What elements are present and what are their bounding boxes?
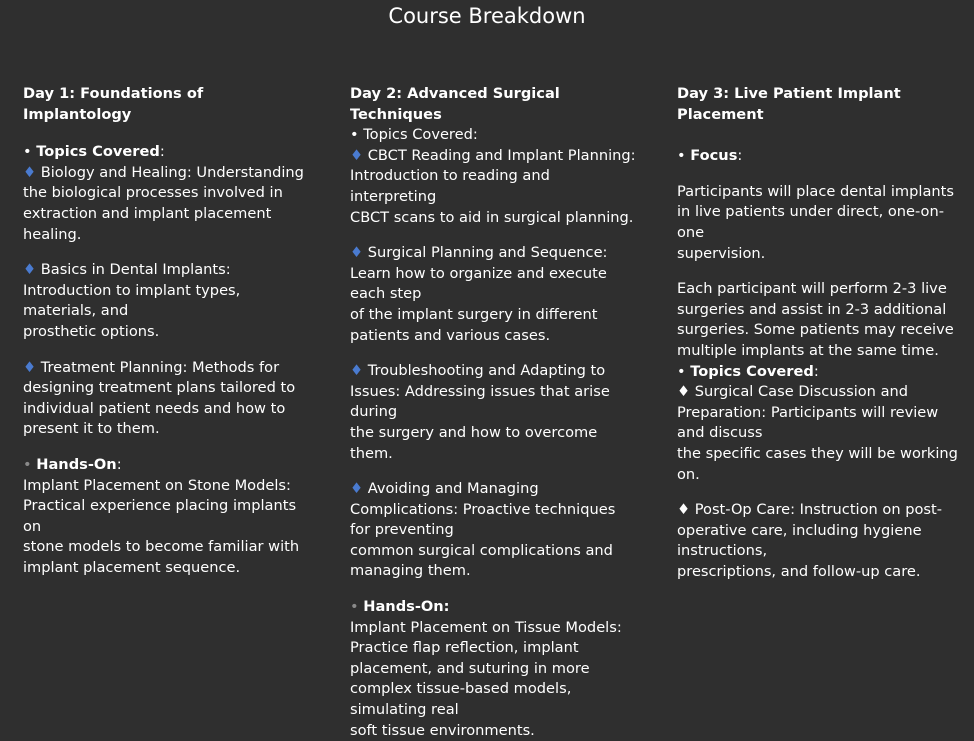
day2-heading: Techniques [350,105,442,123]
day3-focus-line: multiple implants at the same time. [677,341,939,359]
day1-topic-3-line: Treatment Planning: Methods for [40,358,280,376]
day2-topic-4-line: Complications: Proactive techniques [350,500,616,518]
day2-topic-2-line: of the implant surgery in different [350,305,598,323]
day1-hands-on-line: stone models to become familiar with [23,538,300,556]
day2-topic-4-line: for preventing [350,521,454,539]
day1-topic-2 [23,260,313,342]
diamond-icon: ♦ [350,146,364,164]
day3-topics-label-line [677,362,967,383]
day1-topic-1-line: healing. [23,225,82,243]
day2-topic-2-line: Surgical Planning and Sequence: [367,244,608,262]
day1-topics-label: Topics Covered [36,143,160,161]
day1-column [23,84,313,578]
day2-topic-1-line: Introduction to reading and [350,167,550,185]
day3-column [677,84,967,582]
day1-topic-3 [23,358,313,440]
bullet-icon: • [350,598,359,616]
colon: : [116,455,122,473]
day2-topic-4 [350,479,640,582]
bullet-icon: • [23,143,32,161]
day2-hands-on-line: soft tissue environments. [350,721,535,739]
day1-topic-3-line: individual patient needs and how to [23,399,286,417]
day2-topic-4-line: managing them. [350,562,471,580]
day3-focus-line: one [677,223,705,241]
day2-hands-on-label: Hands-On: [363,598,450,616]
colon: : [159,143,165,161]
day2-topics-label-line [350,125,640,146]
day2-topic-2-line: Learn how to organize and execute [350,264,607,282]
day3-focus-line: surgeries. Some patients may receive [677,321,954,339]
day2-topic-1-line: interpreting [350,187,437,205]
day1-topic-2-line: prosthetic options. [23,322,160,340]
day2-topic-4-line: common surgical complications and [350,541,613,559]
day2-topic-3 [350,361,640,464]
page-title: Course Breakdown [388,4,586,28]
bullet-icon: • [350,126,359,144]
day1-topic-2-line: Basics in Dental Implants: [40,261,231,279]
day2-topics-label: Topics Covered: [363,126,478,144]
day2-hands-on-line: Implant Placement on Tissue Models: [350,618,622,636]
colon: : [813,362,819,380]
day1-topic-3-line: present it to them. [23,420,160,438]
day2-topic-2-line: each step [350,285,422,303]
day1-topics-label-line [23,142,313,163]
day2-hands-on-line: Practice flap reflection, implant [350,639,579,657]
day3-focus-line: in live patients under direct, one-on- [677,203,944,221]
day3-topic-1-line: Surgical Case Discussion and [694,383,909,401]
day1-heading: Day 1: Foundations of Implantology [23,85,204,123]
diamond-icon: ♦ [677,501,691,519]
day2-heading: Day 2: Advanced Surgical [350,85,560,102]
day1-topic-1 [23,163,313,245]
day2-topic-1-line: CBCT Reading and Implant Planning: [367,146,636,164]
day3-focus-line: Each participant will perform 2-3 live [677,280,947,298]
day1-hands-on-label: Hands-On [36,455,117,473]
day1-topic-1-line: the biological processes involved in [23,184,283,202]
diamond-icon: ♦ [23,163,37,181]
day2-topic-3-line: them. [350,444,393,462]
day3-topics-label: Topics Covered [690,362,814,380]
day2-column [350,84,640,741]
day2-hands-on-line: complex tissue-based models, [350,680,572,698]
diamond-icon: ♦ [350,480,364,498]
day2-topic-1 [350,146,640,228]
day3-topic-2-line: prescriptions, and follow-up care. [677,562,921,580]
day3-topic-2-line: operative care, including hygiene [677,521,922,539]
diamond-icon: ♦ [23,358,37,376]
day1-hands-on-line: implant placement sequence. [23,558,241,576]
day3-topic-1-line: on. [677,465,700,483]
day3-topic-1 [677,382,967,485]
day3-focus-label: Focus [690,147,738,165]
day3-topic-1-line: Preparation: Participants will review [677,403,939,421]
day3-topic-2-line: instructions, [677,542,768,560]
day2-topic-2 [350,243,640,346]
diamond-icon: ♦ [350,244,364,262]
day3-topic-2-line: Post-Op Care: Instruction on post- [694,501,943,519]
day3-heading: Placement [677,105,764,123]
day2-topic-3-line: during [350,403,398,421]
day1-topic-1-line: extraction and implant placement [23,204,272,222]
day3-focus-line: Participants will place dental implants [677,182,954,200]
day3-focus-line: supervision. [677,244,766,262]
day2-hands-on-line: placement, and suturing in more [350,659,590,677]
bullet-icon: • [677,362,686,380]
day3-topic-1-line: the specific cases they will be working [677,444,958,462]
day2-topic-3-line: Troubleshooting and Adapting to [367,362,606,380]
day1-hands-on [23,455,313,579]
day1-hands-on-line: Implant Placement on Stone Models: [23,476,291,494]
day1-topic-3-line: designing treatment plans tailored to [23,379,296,397]
day3-topic-2 [677,500,967,582]
diamond-icon: ♦ [677,383,691,401]
colon: : [737,147,743,165]
day2-topic-4-line: Avoiding and Managing [367,480,539,498]
day1-topic-1-line: Biology and Healing: Understanding [40,163,304,181]
day3-topic-1-line: and discuss [677,424,763,442]
day3-focus-label-line [677,146,967,167]
day1-hands-on-line: on [23,517,42,535]
day3-focus-paragraph-1 [677,182,967,264]
diamond-icon: ♦ [23,261,37,279]
diamond-icon: ♦ [350,362,364,380]
day2-topic-3-line: the surgery and how to overcome [350,423,598,441]
day3-focus-line: surgeries and assist in 2-3 additional [677,300,947,318]
day1-hands-on-line: Practical experience placing implants [23,497,297,515]
day1-topic-2-line: Introduction to implant types, [23,281,241,299]
day1-topic-2-line: materials, and [23,302,129,320]
bullet-icon: • [677,147,686,165]
day2-topic-3-line: Issues: Addressing issues that arise [350,382,610,400]
day3-heading: Day 3: Live Patient Implant [677,85,901,102]
day2-topic-2-line: patients and various cases. [350,326,551,344]
bullet-icon: • [23,455,32,473]
day2-hands-on [350,597,640,741]
day2-hands-on-line: simulating real [350,701,459,719]
day3-focus-paragraph-2 [677,279,967,361]
day2-topic-1-line: CBCT scans to aid in surgical planning. [350,208,634,226]
